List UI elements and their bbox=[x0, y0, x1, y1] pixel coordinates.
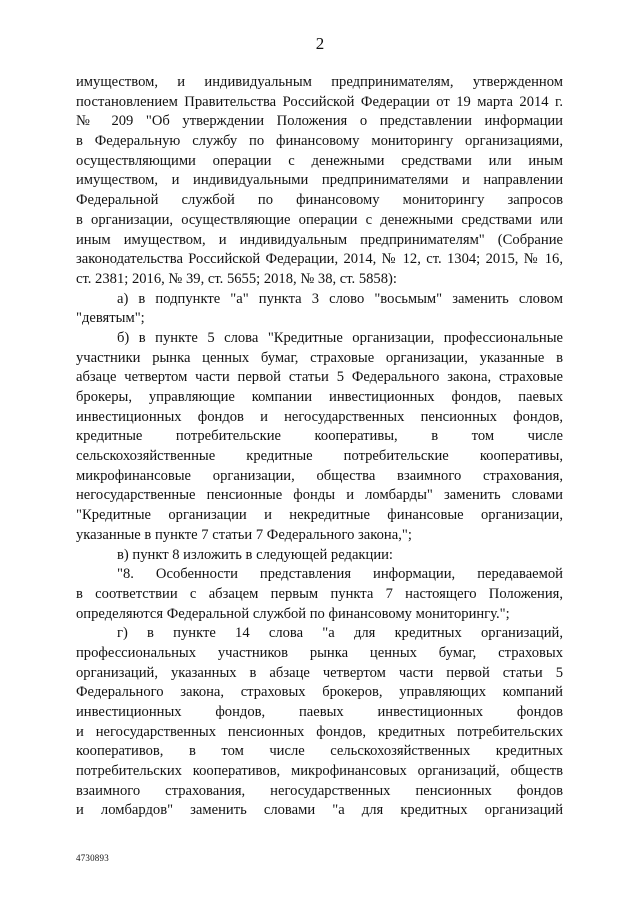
text-line: организаций, указанных в абзаце четвертом части первой статьи 5 bbox=[76, 664, 563, 681]
text-line: указанные в пункте 7 статьи 7 Федерального закона,"; bbox=[76, 526, 412, 543]
text-line: в) пункт 8 изложить в следующей редакции: bbox=[117, 546, 393, 563]
text-line: имуществом, и индивидуальным предпринимателям, утвержденном bbox=[76, 74, 563, 90]
text-line: инвестиционных фондов, паевых инвестиционных фондов bbox=[76, 704, 563, 720]
text-line: профессиональных участников рынка ценных бумаг, страховых bbox=[76, 644, 563, 661]
text-line: иным имуществом, и индивидуальным предпринимателям" (Собрание bbox=[76, 231, 563, 248]
text-line: г) в пункте 14 слова "а для кредитных организаций, bbox=[117, 625, 563, 642]
text-line: законодательства Российской Федерации, 2014, № 12, ст. 1304; 2015, № 16, bbox=[76, 251, 563, 268]
text-line: в Федеральную службу по финансовому мониторингу организациями, bbox=[76, 133, 563, 150]
text-line: сельскохозяйственные кредитные потребительские кооперативы, bbox=[76, 448, 563, 465]
text-line: негосударственные пенсионные фонды и ломбарды" заменить словами bbox=[76, 487, 563, 504]
text-line: брокеры, управляющие компании инвестиционных фондов, паевых bbox=[76, 389, 563, 405]
text-line: в соответствии с абзацем первым пункта 7 настоящего Положения, bbox=[76, 585, 563, 602]
text-line: "девятым"; bbox=[76, 310, 145, 327]
text-line: инвестиционных фондов и негосударственных пенсионных фондов, bbox=[76, 408, 563, 425]
text-line: и ломбардов" заменить словами "а для кредитных организаций bbox=[76, 802, 563, 819]
text-line: постановлением Правительства Российской Федерации от 19 марта 2014 г. bbox=[76, 93, 563, 110]
text-line: ст. 2381; 2016, № 39, ст. 5655; 2018, № 38, ст. 5858): bbox=[76, 270, 397, 287]
text-line: определяются Федеральной службой по финансовому мониторингу."; bbox=[76, 605, 510, 622]
text-line: кооперативов, в том числе сельскохозяйственных кредитных bbox=[76, 743, 563, 760]
text-line: "8. Особенности представления информации, передаваемой bbox=[117, 566, 563, 583]
document-body bbox=[76, 73, 563, 821]
text-line: участники рынка ценных бумаг, страховые организации, указанные в bbox=[76, 349, 563, 366]
text-line: кредитные потребительские кооперативы, в том числе bbox=[76, 428, 563, 445]
text-line: взаимного страхования, негосударственных пенсионных фондов bbox=[76, 782, 563, 799]
text-line: в организации, осуществляющие операции с денежными средствами или bbox=[76, 211, 563, 228]
document-code: 4730893 bbox=[76, 853, 109, 863]
text-line: имуществом, и индивидуальными предпринимателями и направлении bbox=[76, 172, 563, 189]
text-line: потребительских кооперативов, микрофинансовых организаций, обществ bbox=[76, 763, 563, 780]
text-line: и негосударственных пенсионных фондов, кредитных потребительских bbox=[76, 723, 563, 740]
text-line: Федеральной службой по финансовому мониторингу запросов bbox=[76, 192, 563, 209]
text-line: б) в пункте 5 слова "Кредитные организации, профессиональные bbox=[117, 329, 563, 346]
text-line: абзаце четвертом части первой статьи 5 Федерального закона, страховые bbox=[76, 369, 563, 386]
text-line: № 209 "Об утверждении Положения о представлении информации bbox=[76, 113, 563, 130]
text-line: "Кредитные организации и некредитные финансовые организации, bbox=[76, 507, 563, 524]
text-line: микрофинансовые организации, общества взаимного страхования, bbox=[76, 467, 563, 484]
text-line: Федерального закона, страховых брокеров, управляющих компаний bbox=[76, 684, 563, 701]
text-line: а) в подпункте "а" пункта 3 слово "восьмым" заменить словом bbox=[117, 290, 563, 307]
text-line: осуществляющими операции с денежными средствами или иным bbox=[76, 152, 563, 169]
page-number: 2 bbox=[315, 34, 325, 53]
